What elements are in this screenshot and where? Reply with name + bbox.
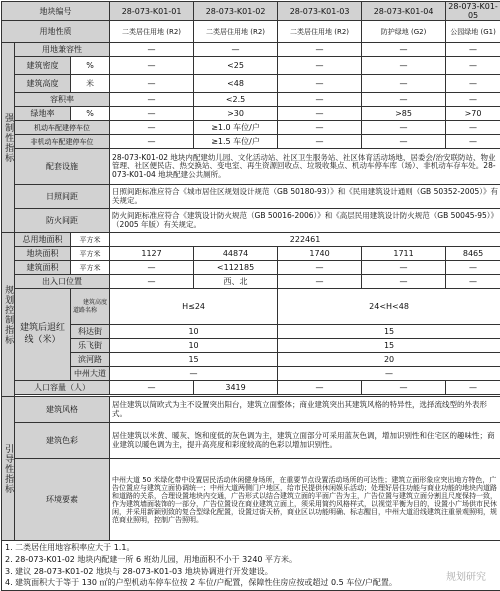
height-value-4: — bbox=[362, 75, 446, 93]
total-area-row bbox=[2, 233, 500, 247]
bike-parking-value-5: — bbox=[446, 135, 500, 149]
car-parking-label: 机动车配建停车位 bbox=[15, 121, 110, 135]
road-name: 滨河路 bbox=[71, 353, 110, 367]
population-value-2: 3419 bbox=[194, 381, 278, 395]
car-parking-value-2: ≥1.0 车位/户 bbox=[194, 121, 278, 135]
population-value-5: — bbox=[446, 381, 500, 395]
setback-road-row bbox=[2, 367, 500, 381]
parcel-area-value-1: 1127 bbox=[110, 247, 194, 261]
floor-area-row bbox=[2, 261, 500, 275]
access-value-1: — bbox=[110, 275, 194, 289]
style-text: 居住建筑以简欧式为主不设置突出阳台，建筑立面整体；商业建筑突出其建筑风格的特异性，选择流线型的外表形式。 bbox=[110, 397, 500, 423]
far-value-4: — bbox=[362, 93, 446, 107]
floor-area-value-4: — bbox=[362, 261, 446, 275]
floor-area-value-1: — bbox=[110, 261, 194, 275]
population-row bbox=[2, 381, 500, 395]
floor-area-value-3: — bbox=[278, 261, 362, 275]
notes-cell bbox=[2, 541, 500, 590]
fire-label: 防火间距 bbox=[15, 209, 110, 233]
road-setback-high: 20 bbox=[278, 353, 500, 367]
setback-height-low: H≤24 bbox=[110, 289, 278, 325]
green-value-5: >70 bbox=[446, 107, 500, 121]
note-item: 2. 28-073-K01-02 地块内配建一所 6 班幼儿园，用地面积不小于 3240 平方米。 bbox=[5, 554, 497, 566]
environment-label: 环境要素 bbox=[15, 459, 110, 541]
setback-label: 建筑后退红线（米） bbox=[15, 289, 71, 381]
access-label: 出入口位置 bbox=[15, 275, 110, 289]
land-use-label: 用地性质 bbox=[2, 21, 110, 43]
fire-text: 防火间距标准应符合《建筑设计防火规范（GB 50016-2006）》和《高层民用建筑设计防火规范（GB 50045-95）》（2005 年版）有关规定。 bbox=[110, 209, 500, 233]
land-use-value-3: 二类居住用地 (R2) bbox=[278, 21, 362, 43]
green-value-4: >85 bbox=[362, 107, 446, 121]
height-label: 建筑高度 bbox=[15, 75, 71, 93]
height-unit: 米 bbox=[71, 75, 110, 93]
density-value-1: — bbox=[110, 57, 194, 75]
notes-row bbox=[2, 541, 500, 590]
parcel-area-label: 地块面积 bbox=[15, 247, 71, 261]
access-value-4: — bbox=[362, 275, 446, 289]
facilities-row bbox=[2, 149, 500, 185]
sunlight-label: 日照间距 bbox=[15, 185, 110, 209]
compat-value-1: — bbox=[110, 43, 194, 57]
height-row bbox=[2, 75, 500, 93]
road-setback-low: 10 bbox=[110, 325, 278, 339]
environment-row bbox=[2, 459, 500, 541]
green-value-2: >30 bbox=[194, 107, 278, 121]
compat-value-5: — bbox=[446, 43, 500, 57]
access-row bbox=[2, 275, 500, 289]
setback-road-row bbox=[2, 353, 500, 367]
population-value-4: — bbox=[362, 381, 446, 395]
car-parking-value-1: — bbox=[110, 121, 194, 135]
density-value-5: — bbox=[446, 57, 500, 75]
far-row bbox=[2, 93, 500, 107]
compat-value-3: — bbox=[278, 43, 362, 57]
guidance-section-label: 引导性指标 bbox=[2, 397, 15, 541]
floor-area-value-2: <112185 bbox=[194, 261, 278, 275]
car-parking-row bbox=[2, 121, 500, 135]
parcel-code-3: 28-073-K01-03 bbox=[278, 2, 362, 21]
density-value-3: — bbox=[278, 57, 362, 75]
color-label: 建筑色彩 bbox=[15, 423, 110, 459]
land-use-value-4: 防护绿地 (G2) bbox=[362, 21, 446, 43]
environment-text: 中州大道 50 米绿化带中设置居民活动休闲健身场所，在重要节点设置活动场所的可达性；建筑立面形象应突出地方特色，广告位置应与建筑立面协调统一；中州大道两侧门户地区，给市民提供休闲娱乐活动；处理好居住功能与商业功能的地块内道路和道路的关系，合理设置地块内交通，广告形式以结合建筑立面的平面广告为主，广告位置与建筑立面分割且尺度保持一致，作为建筑墙面装饰的一部分，广告位置设在商业建筑立面上，须采用简约风格样式，以视觉平衡为目的，设置小广场供市民休闲，并采用新颖别致的复合型绿化配置，设置过街天桥，商业区以功能明确、标志醒目，中州大道沿线建筑注重景观照明，规范商业照明，控制广告照明。 bbox=[110, 459, 500, 541]
parcel-code-2: 28-073-K01-02 bbox=[194, 2, 278, 21]
road-name: 乐飞街 bbox=[71, 339, 110, 353]
population-label: 人口容量（人） bbox=[15, 381, 110, 395]
population-value-1: — bbox=[110, 381, 194, 395]
road-setback-low: 15 bbox=[110, 353, 278, 367]
floor-area-unit: 平方米 bbox=[71, 261, 110, 275]
total-area-label: 总用地面积 bbox=[15, 233, 71, 247]
road-setback-low: — bbox=[110, 367, 278, 381]
planning-section-label: 规划控制指标 bbox=[2, 233, 15, 397]
land-use-value-5: 公园绿地 (G1) bbox=[446, 21, 500, 43]
parcel-code-5: 28-073-K01-05 bbox=[446, 2, 500, 21]
road-setback-high: 15 bbox=[278, 325, 500, 339]
watermark-logo: 规划研究 bbox=[446, 568, 486, 583]
parcel-area-unit: 平方米 bbox=[71, 247, 110, 261]
setback-height-high: 24<H<48 bbox=[278, 289, 500, 325]
car-parking-value-5: — bbox=[446, 121, 500, 135]
compat-row bbox=[2, 43, 500, 57]
green-label: 绿地率 bbox=[15, 107, 71, 121]
green-value-3: — bbox=[278, 107, 362, 121]
car-parking-value-3: — bbox=[278, 121, 362, 135]
color-text: 居住建筑以米黄、暖灰、饱和度低的灰色调为主，建筑立面部分可采用蓝灰色调，增加识别性和住宅区的趣味性；商业建筑以暖色调为主，提升高亮度和彩度较高的色彩以增加识别性。 bbox=[110, 423, 500, 459]
parcel-area-value-5: 8465 bbox=[446, 247, 500, 261]
compat-value-2: — bbox=[194, 43, 278, 57]
access-value-2: 西、北 bbox=[194, 275, 278, 289]
note-item: 1. 二类居住用地容积率应大于 1.1。 bbox=[5, 542, 497, 554]
land-use-row bbox=[2, 21, 500, 43]
bike-parking-value-4: — bbox=[362, 135, 446, 149]
road-setback-high: 15 bbox=[278, 339, 500, 353]
road-name: 中州大道 bbox=[71, 367, 110, 381]
style-label: 建筑风格 bbox=[15, 397, 110, 423]
total-area-value: 222461 bbox=[110, 233, 500, 247]
note-item: 3. 建议 28-073-K01-02 地块与 28-073-K01-03 地块协调进行开发建设。 bbox=[5, 566, 497, 578]
far-value-3: — bbox=[278, 93, 362, 107]
planning-control-sheet bbox=[0, 1, 500, 587]
bike-parking-value-1: — bbox=[110, 135, 194, 149]
facilities-text: 28-073-K01-02 地块内配建幼儿园、文化活动站、社区卫生服务站、社区体育活动场地、居委会/治安联防站、物业管理、社区便民店、热交换站、变电室、再生资源回收点、垃圾收集点、机动车停车库（场）、非机动车存车处。28-073-K01-04 地块配建公共厕所。 bbox=[110, 149, 500, 185]
far-label: 容积率 bbox=[15, 93, 110, 107]
road-name: 科达街 bbox=[71, 325, 110, 339]
density-row bbox=[2, 57, 500, 75]
floor-area-label: 建筑面积 bbox=[15, 261, 71, 275]
far-value-2: <2.5 bbox=[194, 93, 278, 107]
height-value-1: — bbox=[110, 75, 194, 93]
land-use-value-1: 二类居住用地 (R2) bbox=[110, 21, 194, 43]
facilities-label: 配套设施 bbox=[15, 149, 110, 185]
setback-header-road: 道路名称 bbox=[73, 307, 107, 315]
bike-parking-value-2: ≥1.5 车位/户 bbox=[194, 135, 278, 149]
style-row bbox=[2, 397, 500, 423]
density-value-2: <25 bbox=[194, 57, 278, 75]
setback-road-row bbox=[2, 325, 500, 339]
road-setback-high: — bbox=[278, 367, 500, 381]
mandatory-section-label: 强制性指标 bbox=[2, 43, 15, 233]
note-item: 4. 建筑面积大于等于 130 ㎡的户型机动车停车位按 2 车位/户配置，保障性住房应按或超过 0.5 车位/户配置。 bbox=[5, 577, 497, 589]
population-value-3: — bbox=[278, 381, 362, 395]
land-use-value-2: 二类居住用地 (R2) bbox=[194, 21, 278, 43]
setback-header-row bbox=[2, 289, 500, 325]
density-unit: % bbox=[71, 57, 110, 75]
setback-diagonal-header bbox=[71, 289, 110, 325]
bike-parking-row bbox=[2, 135, 500, 149]
bike-parking-value-3: — bbox=[278, 135, 362, 149]
green-unit: % bbox=[71, 107, 110, 121]
setback-road-row bbox=[2, 339, 500, 353]
access-value-3: — bbox=[278, 275, 362, 289]
control-indicator-table bbox=[1, 1, 500, 591]
far-value-1: — bbox=[110, 93, 194, 107]
parcel-area-row bbox=[2, 247, 500, 261]
sunlight-row bbox=[2, 185, 500, 209]
total-area-unit: 平方米 bbox=[71, 233, 110, 247]
density-value-4: — bbox=[362, 57, 446, 75]
car-parking-value-4: — bbox=[362, 121, 446, 135]
color-row bbox=[2, 423, 500, 459]
floor-area-value-5: — bbox=[446, 261, 500, 275]
far-value-5: — bbox=[446, 93, 500, 107]
parcel-area-value-4: 1711 bbox=[362, 247, 446, 261]
height-value-2: <48 bbox=[194, 75, 278, 93]
height-value-5: — bbox=[446, 75, 500, 93]
density-label: 建筑密度 bbox=[15, 57, 71, 75]
green-row bbox=[2, 107, 500, 121]
bike-parking-label: 非机动车配建停车位 bbox=[15, 135, 110, 149]
parcel-area-value-3: 1740 bbox=[278, 247, 362, 261]
header-row bbox=[2, 2, 500, 21]
parcel-code-label: 地块编号 bbox=[2, 2, 110, 21]
sunlight-text: 日照间距标准应符合《城市居住区规划设计规范（GB 50180-93）》和《民用建筑设计通则（GB 50352-2005）》有关规定。 bbox=[110, 185, 500, 209]
green-value-1: — bbox=[110, 107, 194, 121]
road-setback-low: 10 bbox=[110, 339, 278, 353]
access-value-5: — bbox=[446, 275, 500, 289]
setback-header-height: 建筑高度 bbox=[73, 299, 107, 307]
parcel-code-1: 28-073-K01-01 bbox=[110, 2, 194, 21]
compat-label: 用地兼容性 bbox=[15, 43, 110, 57]
height-value-3: — bbox=[278, 75, 362, 93]
compat-value-4: — bbox=[362, 43, 446, 57]
parcel-area-value-2: 44874 bbox=[194, 247, 278, 261]
parcel-code-4: 28-073-K01-04 bbox=[362, 2, 446, 21]
fire-row bbox=[2, 209, 500, 233]
